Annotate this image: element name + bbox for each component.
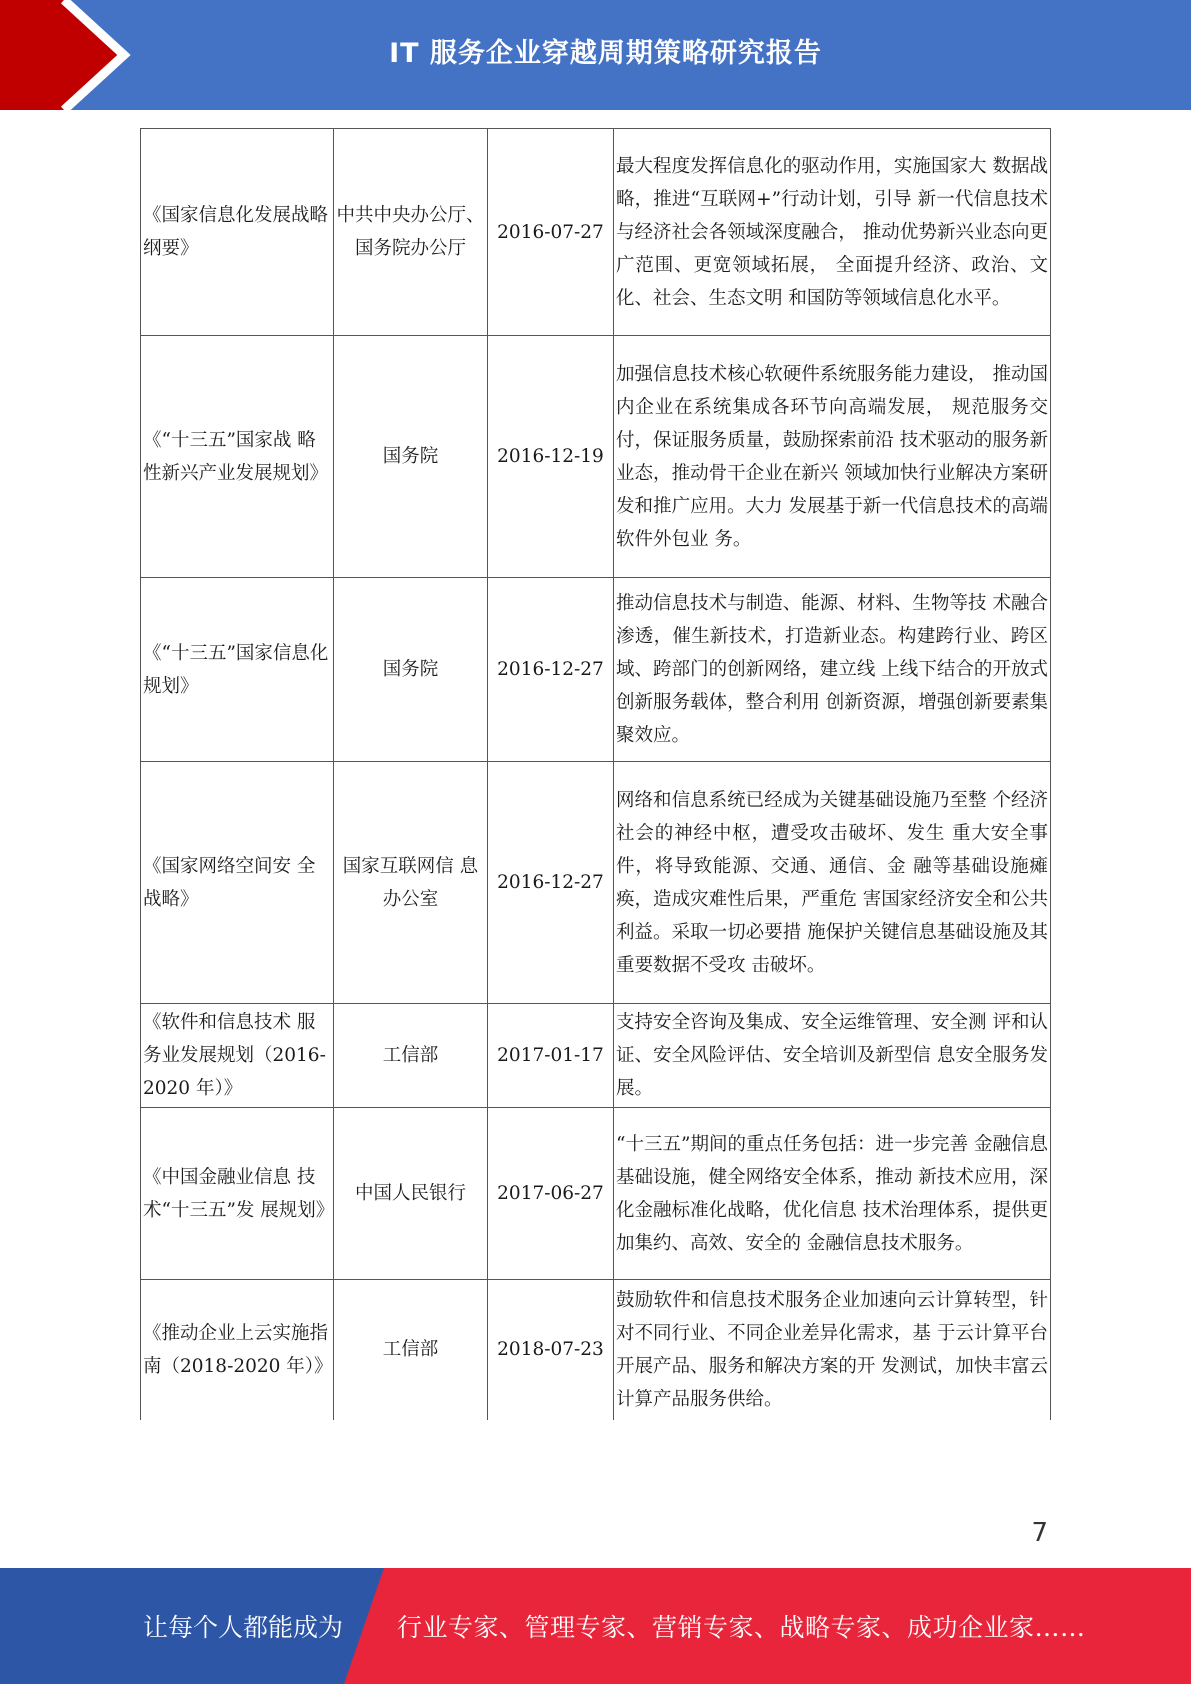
policy-description: 推动信息技术与制造、能源、材料、生物等技 术融合渗透，催生新技术，打造新业态。构建跨行业、跨区域、跨部门的创新网络，建立线 上线下结合的开放式创新服务载体，整合利用 创新资源，增强创新要素集聚效应。 [614,578,1051,762]
issuing-department: 中国人民银行 [334,1108,488,1280]
policy-name: 《推动企业上云实施指南（2018-2020 年）》 [141,1280,334,1420]
report-title: IT 服务企业穿越周期策略研究报告 [389,37,822,69]
policy-description: 加强信息技术核心软硬件系统服务能力建设， 推动国内企业在系统集成各环节向高端发展， 规范服务交付，保证服务质量，鼓励探索前沿 技术驱动的服务新业态，推动骨干企业在新兴 领域加快行业解决方案研发和推广应用。大力 发展基于新一代信息技术的高端软件外包业 务。 [614,336,1051,578]
policy-table [140,128,1051,1420]
table-row [141,1280,1051,1420]
issue-date: 2018-07-23 [488,1280,614,1420]
table-row [141,1108,1051,1280]
table-row [141,1004,1051,1108]
footer-slogan-right: 行业专家、管理专家、营销专家、战略专家、成功企业家…… [397,1613,1086,1642]
policy-name: 《中国金融业信息 技术“十三五”发 展规划》 [141,1108,334,1280]
table-row [141,578,1051,762]
issuing-department: 中共中央办公厅、国务院办公厅 [334,129,488,336]
issue-date: 2016-12-19 [488,336,614,578]
policy-description: 支持安全咨询及集成、安全运维管理、安全测 评和认证、安全风险评估、安全培训及新型信 息安全服务发展。 [614,1004,1051,1108]
policy-description: “十三五”期间的重点任务包括：进一步完善 金融信息基础设施，健全网络安全体系，推动 新技术应用，深化金融标准化战略，优化信息 技术治理体系，提供更加集约、高效、安全的 金融信息技术服务。 [614,1108,1051,1280]
policy-name: 《软件和信息技术 服务业发展规划（2016-2020 年）》 [141,1004,334,1108]
policy-description: 最大程度发挥信息化的驱动作用，实施国家大 数据战略，推进“互联网+”行动计划，引导 新一代信息技术与经济社会各领域深度融合， 推动优势新兴业态向更广范围、更宽领域拓展， 全面提升经济、政治、文化、社会、生态文明 和国防等领域信息化水平。 [614,129,1051,336]
table-row [141,336,1051,578]
issue-date: 2017-06-27 [488,1108,614,1280]
policy-description: 鼓励软件和信息技术服务企业加速向云计算转型，针对不同行业、不同企业差异化需求，基 于云计算平台开展产品、服务和解决方案的开 发测试，加快丰富云计算产品服务供给。 [614,1280,1051,1420]
issuing-department: 国务院 [334,336,488,578]
policy-description: 网络和信息系统已经成为关键基础设施乃至整 个经济社会的神经中枢，遭受攻击破坏、发生 重大安全事件，将导致能源、交通、通信、金 融等基础设施瘫痪，造成灾难性后果，严重危 害国家经济安全和公共利益。采取一切必要措 施保护关键信息基础设施及其重要数据不受攻 击破坏。 [614,762,1051,1004]
policy-name: 《国家信息化发展战略纲要》 [141,129,334,336]
policy-name: 《“十三五”国家战 略性新兴产业发展规划》 [141,336,334,578]
issuing-department: 工信部 [334,1004,488,1108]
issuing-department: 国家互联网信 息办公室 [334,762,488,1004]
page-footer [0,1568,1191,1684]
issuing-department: 国务院 [334,578,488,762]
policy-name: 《“十三五”国家信息化规划》 [141,578,334,762]
footer-slogan-left: 让每个人都能成为 [143,1613,344,1642]
page-header [0,0,1191,110]
policy-name: 《国家网络空间安 全战略》 [141,762,334,1004]
issue-date: 2016-12-27 [488,762,614,1004]
table-row [141,762,1051,1004]
table-row [141,129,1051,336]
page-number: 7 [1031,1518,1048,1548]
issue-date: 2017-01-17 [488,1004,614,1108]
issue-date: 2016-07-27 [488,129,614,336]
issue-date: 2016-12-27 [488,578,614,762]
issuing-department: 工信部 [334,1280,488,1420]
